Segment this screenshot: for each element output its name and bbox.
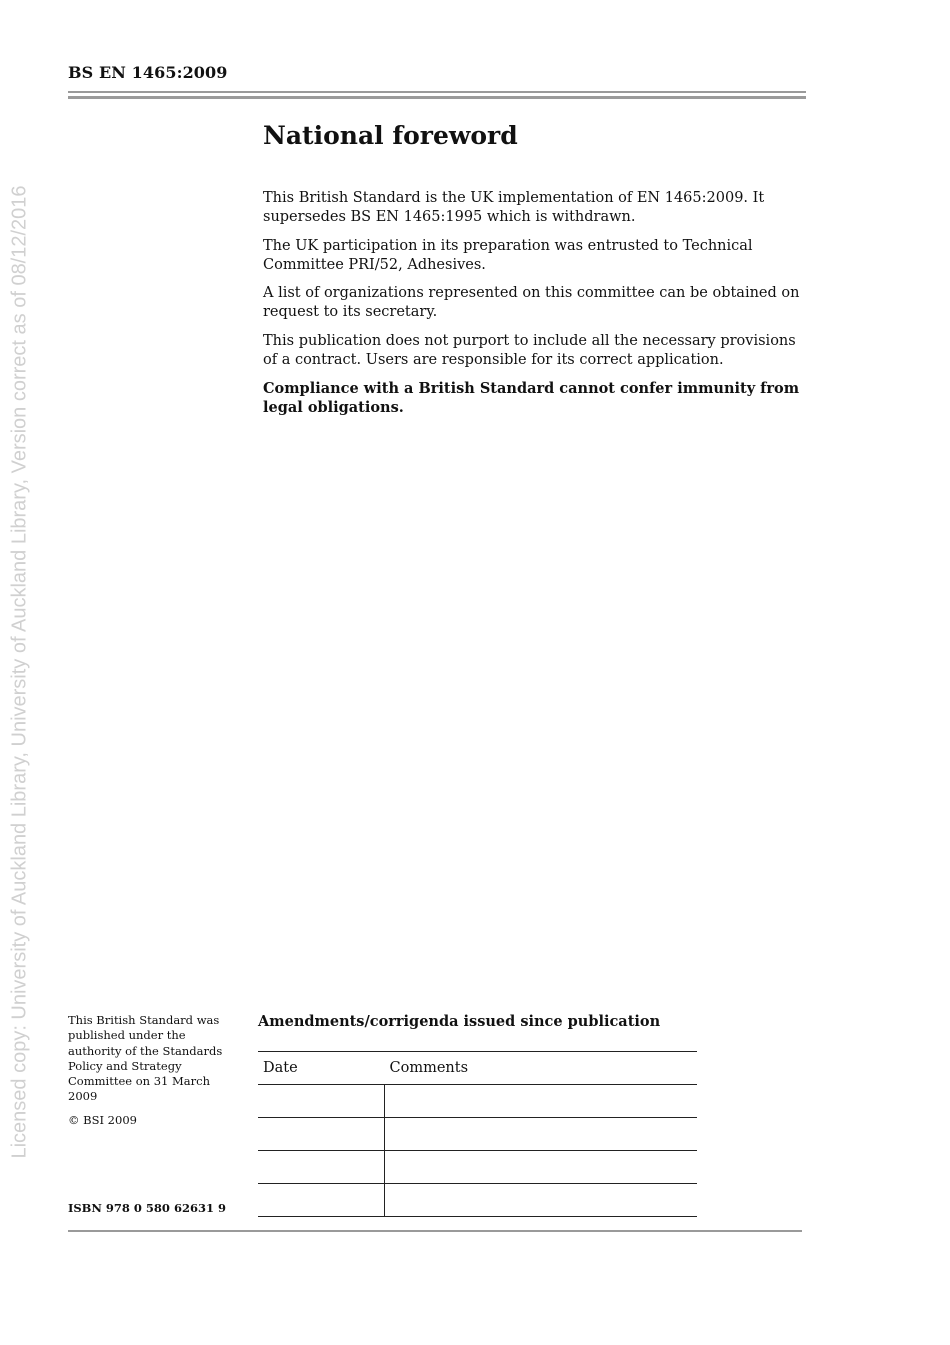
column-header-date: Date xyxy=(258,1052,385,1085)
footer-rule xyxy=(68,1230,802,1232)
foreword-paragraph: A list of organizations represented on this committee can be obtained on request to its secretary. xyxy=(263,285,800,320)
publication-info xyxy=(68,1013,238,1128)
foreword-body xyxy=(263,189,808,427)
page-title: National foreword xyxy=(263,121,518,150)
table-row xyxy=(258,1184,697,1217)
header-rule xyxy=(68,91,806,99)
amendments-title: Amendments/corrigenda issued since publication xyxy=(258,1013,661,1030)
table-row xyxy=(258,1151,697,1184)
license-watermark: Licensed copy: University of Auckland Library, University of Auckland Library, Version correct as of 08/12/2016 xyxy=(8,185,31,1159)
publication-statement: This British Standard was published under the authority of the Standards Policy and Strategy Committee on 31 March 2009 xyxy=(68,1013,223,1104)
table-row xyxy=(258,1085,697,1118)
table-header-row xyxy=(258,1052,697,1085)
foreword-paragraph: The UK participation in its preparation was entrusted to Technical Committee PRI/52, Adhesives. xyxy=(263,237,753,273)
comments-cell xyxy=(385,1085,698,1118)
foreword-paragraph: This British Standard is the UK implementation of EN 1465:2009. It supersedes BS EN 1465:1995 which is withdrawn. xyxy=(263,190,765,225)
comments-cell xyxy=(385,1118,698,1151)
foreword-paragraph: This publication does not purport to include all the necessary provisions of a contract. Users are responsible for its correct application. xyxy=(263,332,796,368)
column-header-comments: Comments xyxy=(385,1052,698,1085)
comments-cell xyxy=(385,1184,698,1217)
comments-cell xyxy=(385,1151,698,1184)
date-cell xyxy=(258,1184,385,1217)
document-code: BS EN 1465:2009 xyxy=(68,63,228,82)
compliance-note: Compliance with a British Standard cannot confer immunity from legal obligations. xyxy=(263,380,800,416)
amendments-table xyxy=(258,1051,697,1217)
date-cell xyxy=(258,1118,385,1151)
isbn: ISBN 978 0 580 62631 9 xyxy=(68,1201,226,1215)
table-row xyxy=(258,1118,697,1151)
copyright-notice: © BSI 2009 xyxy=(68,1112,137,1127)
date-cell xyxy=(258,1151,385,1184)
date-cell xyxy=(258,1085,385,1118)
